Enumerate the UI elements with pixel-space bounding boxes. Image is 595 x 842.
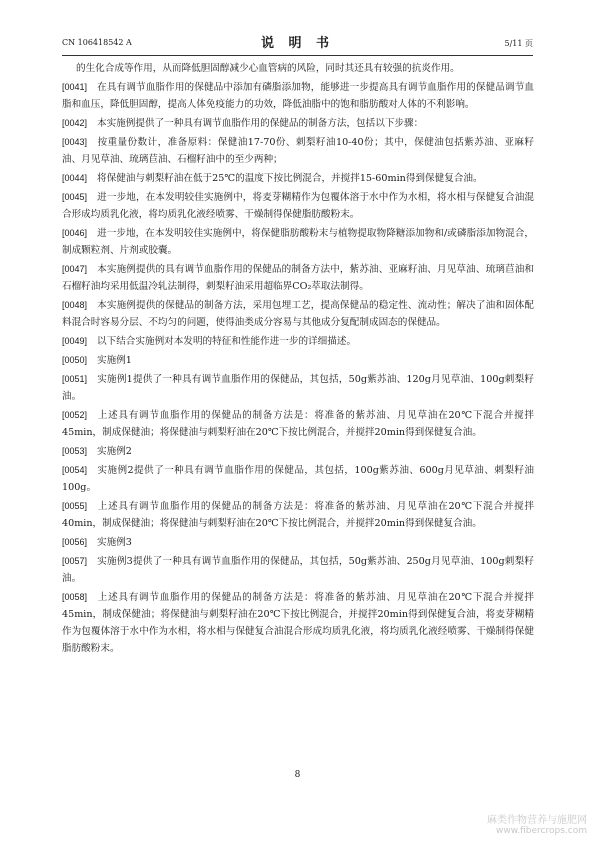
paragraph-number: [0055]	[62, 501, 88, 511]
paragraph-number: [0043]	[62, 137, 88, 147]
paragraph-number: [0056]	[62, 537, 88, 547]
paragraph	[62, 225, 534, 259]
paragraph	[62, 333, 534, 350]
paragraph-number: [0058]	[62, 592, 88, 602]
paragraph-text: 上述具有调节血脂作用的保健品的制备方法是：将准备的紫苏油、月见草油在20℃下混合并搅拌40min，制成保健油；将保健油与刺梨籽油在20℃下按比例混合，并搅拌20min得到保健复合油。	[62, 501, 534, 529]
page-header	[62, 30, 533, 52]
header-divider	[62, 55, 533, 56]
paragraph	[62, 352, 534, 369]
paragraph-number: [0050]	[62, 355, 88, 365]
watermark-site-name: 麻类作物营养与施肥网	[487, 815, 587, 826]
paragraph-number: [0057]	[62, 556, 88, 566]
paragraph-text: 实施例1	[97, 355, 132, 366]
paragraph	[62, 498, 534, 532]
document-title: 说 明 书	[260, 36, 335, 51]
paragraph-number: [0048]	[62, 300, 88, 310]
paragraph	[62, 115, 534, 132]
paragraph	[62, 189, 534, 223]
paragraph-number: [0053]	[62, 446, 88, 456]
paragraph-text: 实施例2	[97, 446, 132, 457]
paragraph-number: [0044]	[62, 173, 88, 183]
paragraph-number: [0045]	[62, 192, 88, 202]
paragraph	[62, 462, 534, 496]
paragraph	[62, 371, 534, 405]
paragraph	[62, 297, 534, 331]
paragraph-text: 本实施例提供的保健品的制备方法，采用包埋工艺，提高保健品的稳定性、流动性；解决了油和固体配料混合时容易分层、不均匀的问题，使得油类成分容易与其他成分复配制成固态的保健品。	[62, 300, 534, 328]
paragraph-text: 实施例3	[97, 537, 132, 548]
paragraph	[62, 553, 534, 587]
paragraph-number: [0054]	[62, 465, 88, 475]
paragraph	[62, 134, 534, 168]
page-info: 5/11 页	[504, 39, 533, 48]
paragraph-text: 按重量份数计，准备原料：保健油17-70份、刺梨籽油10-40份；其中，保健油包括紫苏油、亚麻籽油、月见草油、琉璃苣油、石榴籽油中的至少两种；	[62, 137, 534, 165]
paragraph-number: [0041]	[62, 82, 88, 92]
paragraph-text: 进一步地，在本发明较佳实施例中，将保健脂肪酸粉末与植物提取物降糖添加物和/或磷脂添加物混合，制成颗粒剂、片剂或胶囊。	[62, 228, 534, 256]
paragraph	[62, 443, 534, 460]
paragraph-text: 在具有调节血脂作用的保健品中添加有磷脂添加物，能够进一步提高具有调节血脂作用的保健品调节血脂和血压，降低胆固醇，提高人体免疫能力的功效，降低油脂中的饱和脂肪酸对人体的不利影响。	[62, 82, 534, 110]
paragraph-text: 的生化合成等作用，从而降低胆固醇减少心血管病的风险，同时其还具有较强的抗炎作用。	[76, 63, 460, 74]
paragraph-number: [0052]	[62, 410, 88, 420]
paragraph	[62, 534, 534, 551]
watermark-url: www.fibercrops.com	[496, 826, 587, 836]
paragraph-number: [0049]	[62, 336, 88, 346]
paragraph-text: 以下结合实施例对本发明的特征和性能作进一步的详细描述。	[97, 336, 357, 347]
paragraph	[62, 261, 534, 295]
paragraph	[62, 60, 534, 77]
paragraph-text: 将保健油与刺梨籽油在低于25℃的温度下按比例混合，并搅拌15-60min得到保健复合油。	[97, 173, 483, 184]
paragraph-number: [0042]	[62, 118, 88, 128]
paragraph-text: 本实施例提供的具有调节血脂作用的保健品的制备方法中，紫苏油、亚麻籽油、月见草油、琉璃苣油和石榴籽油均采用低温冷轧法制得，刺梨籽油采用超临界CO₂萃取法制得。	[62, 264, 534, 292]
watermark	[487, 811, 587, 836]
paragraph	[62, 79, 534, 113]
paragraph-text: 实施例3提供了一种具有调节血脂作用的保健品，其包括，50g紫苏油、250g月见草油、100g刺梨籽油。	[62, 556, 534, 584]
paragraph	[62, 407, 534, 441]
paragraph-text: 实施例2提供了一种具有调节血脂作用的保健品，其包括，100g紫苏油、600g月见草油、刺梨籽油100g。	[62, 465, 534, 493]
paragraph-number: [0051]	[62, 374, 88, 384]
paragraph	[62, 170, 534, 187]
paragraph-text: 上述具有调节血脂作用的保健品的制备方法是：将准备的紫苏油、月见草油在20℃下混合并搅拌45min，制成保健油；将保健油与刺梨籽油在20℃下按比例混合，并搅拌20min得到保健复合油。	[62, 410, 534, 438]
document-body	[62, 60, 534, 659]
page-number: 8	[294, 770, 301, 780]
paragraph	[62, 589, 534, 657]
paragraph-text: 本实施例提供了一种具有调节血脂作用的保健品的制备方法，包括以下步骤：	[97, 118, 424, 129]
paragraph-text: 上述具有调节血脂作用的保健品的制备方法是：将准备的紫苏油、月见草油在20℃下混合并搅拌45min，制成保健油；将保健油与刺梨籽油在20℃下按比例混合，并搅拌20min得到保健复合油，将麦芽糊精作为包覆体溶于水中作为水相，将水相与保健复合油混合形成均质乳化液，将均质乳化液经喷雾、干燥制得保健脂肪酸粉末。	[62, 592, 534, 654]
paragraph-text: 实施例1提供了一种具有调节血脂作用的保健品，其包括，50g紫苏油、120g月见草油、100g刺梨籽油。	[62, 374, 534, 402]
publication-number: CN 106418542 A	[62, 38, 132, 47]
paragraph-text: 进一步地，在本发明较佳实施例中，将麦芽糊精作为包覆体溶于水中作为水相，将水相与保健复合油混合形成均质乳化液，将均质乳化液经喷雾、干燥制得保健脂肪酸粉末。	[62, 192, 534, 220]
paragraph-number: [0046]	[62, 228, 88, 238]
paragraph-number: [0047]	[62, 264, 88, 274]
